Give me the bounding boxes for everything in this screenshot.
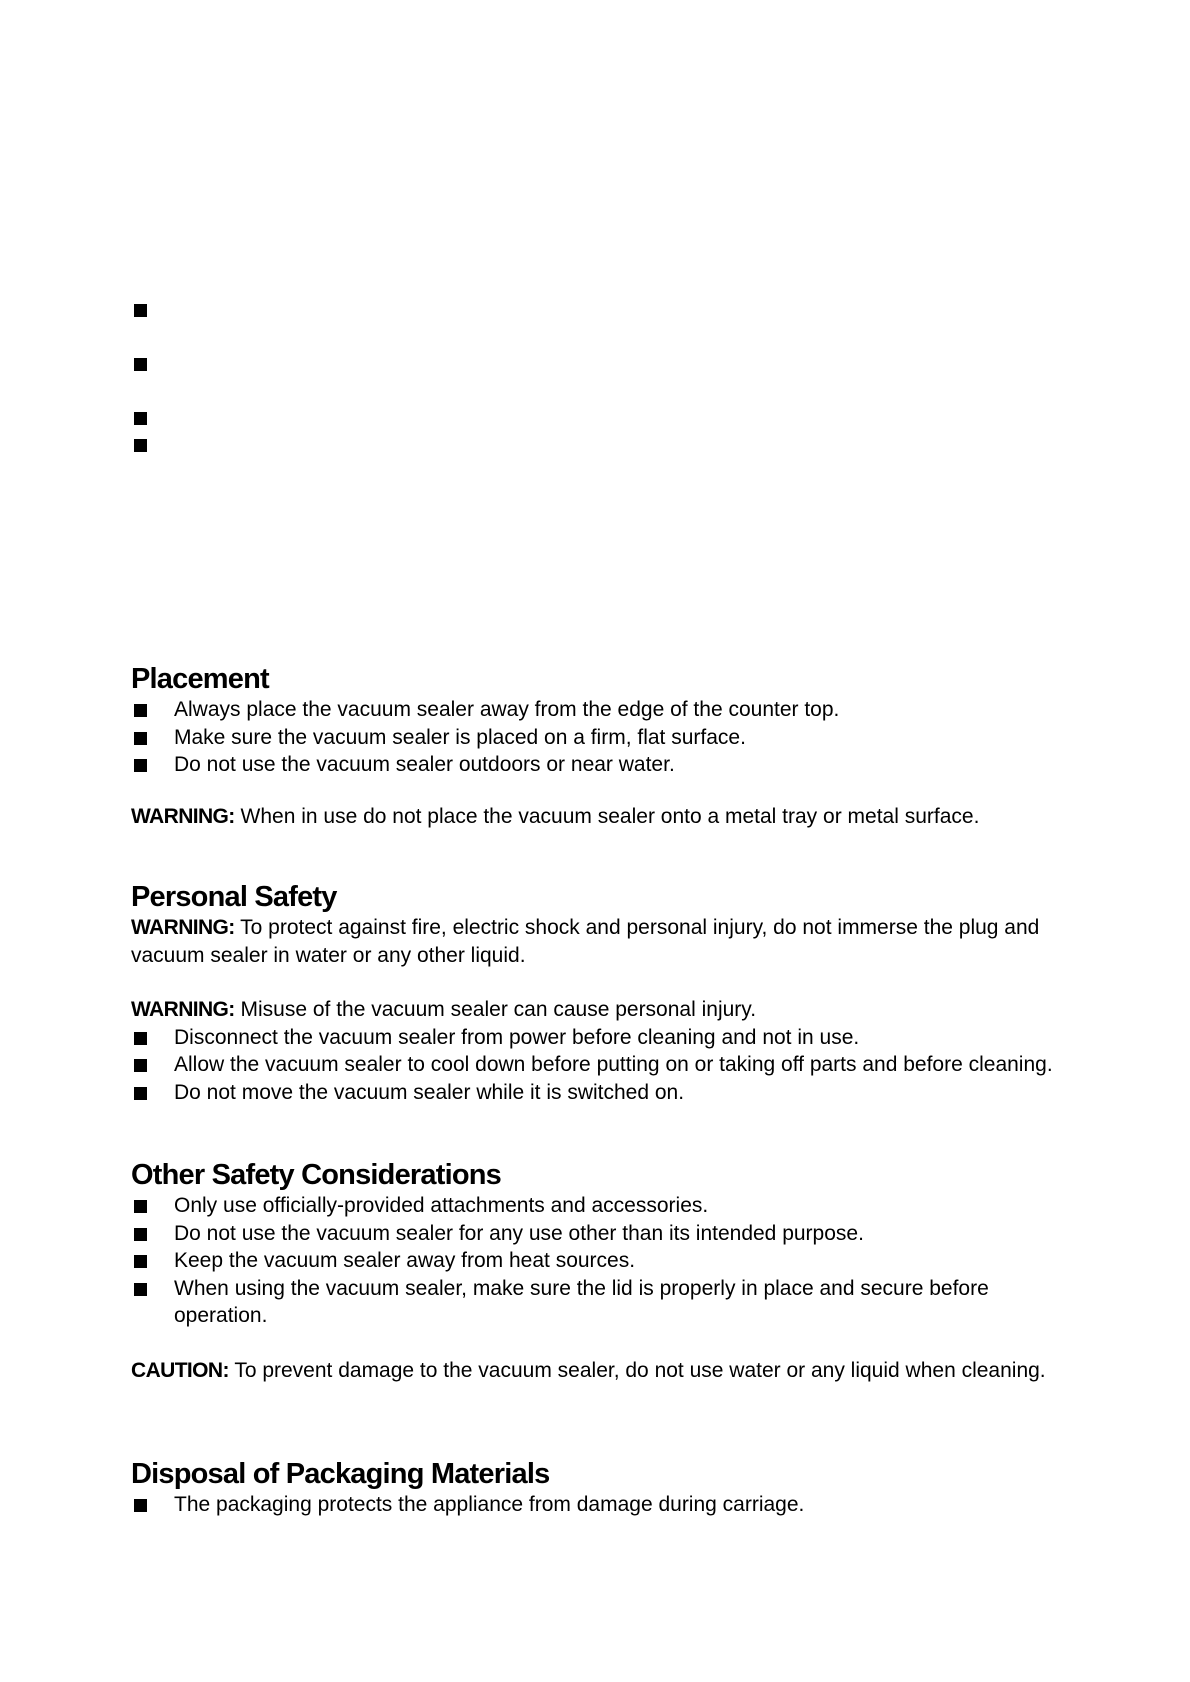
list-item: Allow the vacuum sealer to cool down before putting on or taking off parts and before cleaning. — [131, 1051, 1071, 1079]
list-item: Always place the vacuum sealer away from the edge of the counter top. — [131, 696, 1071, 724]
bullet-square-icon — [134, 759, 147, 772]
section-other-safety — [131, 1158, 1071, 1384]
warning-label: WARNING: — [131, 804, 235, 828]
section-personal-safety — [131, 880, 1071, 1106]
section-disposal — [131, 1457, 1071, 1519]
bullet-square-icon — [134, 704, 147, 717]
heading-disposal: Disposal of Packaging Materials — [131, 1458, 550, 1490]
list-item: The packaging protects the appliance from damage during carriage. — [131, 1491, 1071, 1519]
list-item: Keep the vacuum sealer away from heat sources. — [131, 1247, 1071, 1275]
placement-warning: WARNING: When in use do not place the vacuum sealer onto a metal tray or metal surface. — [131, 804, 980, 828]
list-item: When using the vacuum sealer, make sure the lid is properly in place and secure before operation. — [131, 1275, 1071, 1330]
disposal-list — [131, 1491, 1071, 1519]
bullet-square-icon — [134, 1255, 147, 1268]
list-item: Do not move the vacuum sealer while it is switched on. — [131, 1079, 1071, 1107]
bullet-square-icon — [134, 1087, 147, 1100]
bullet-square-icon — [134, 1059, 147, 1072]
bullet-square-icon — [134, 1228, 147, 1241]
list-item: Disconnect the vacuum sealer from power before cleaning and not in use. — [131, 1024, 1071, 1052]
bullet-square-icon — [134, 1283, 147, 1296]
caution-label: CAUTION: — [131, 1358, 229, 1382]
bullet-square-icon — [134, 1499, 147, 1512]
bullet-square-icon — [134, 1200, 147, 1213]
list-item: Only use officially-provided attachments and accessories. — [131, 1192, 1071, 1220]
bullet-square-icon — [134, 1032, 147, 1045]
warning-label: WARNING: — [131, 998, 235, 1021]
heading-personal-safety: Personal Safety — [131, 881, 337, 913]
other-safety-list — [131, 1192, 1071, 1330]
list-item: Make sure the vacuum sealer is placed on a firm, flat surface. — [131, 724, 1071, 752]
personal-safety-list — [131, 1024, 1071, 1107]
bullet-square-icon — [134, 732, 147, 745]
section-placement — [131, 662, 1071, 830]
bullet-square-icon — [134, 412, 147, 425]
caution-note: CAUTION: To prevent damage to the vacuum sealer, do not use water or any liquid when cleaning. — [131, 1358, 1046, 1382]
bullet-square-icon — [134, 439, 147, 452]
list-item: Do not use the vacuum sealer outdoors or near water. — [131, 751, 1071, 779]
bullet-square-icon — [134, 304, 147, 317]
bullet-square-icon — [134, 358, 147, 371]
placement-list — [131, 696, 1071, 779]
heading-other-safety: Other Safety Considerations — [131, 1159, 501, 1191]
warning-label: WARNING: — [131, 916, 235, 939]
personal-safety-warning-2: WARNING: Misuse of the vacuum sealer can cause personal injury. — [131, 998, 757, 1021]
list-item: Do not use the vacuum sealer for any use other than its intended purpose. — [131, 1220, 1071, 1248]
personal-safety-warning-1: WARNING: To protect against fire, electric shock and personal injury, do not immerse the plug and vacuum sealer in water or any other liquid. — [131, 916, 1040, 967]
heading-placement: Placement — [131, 663, 269, 695]
